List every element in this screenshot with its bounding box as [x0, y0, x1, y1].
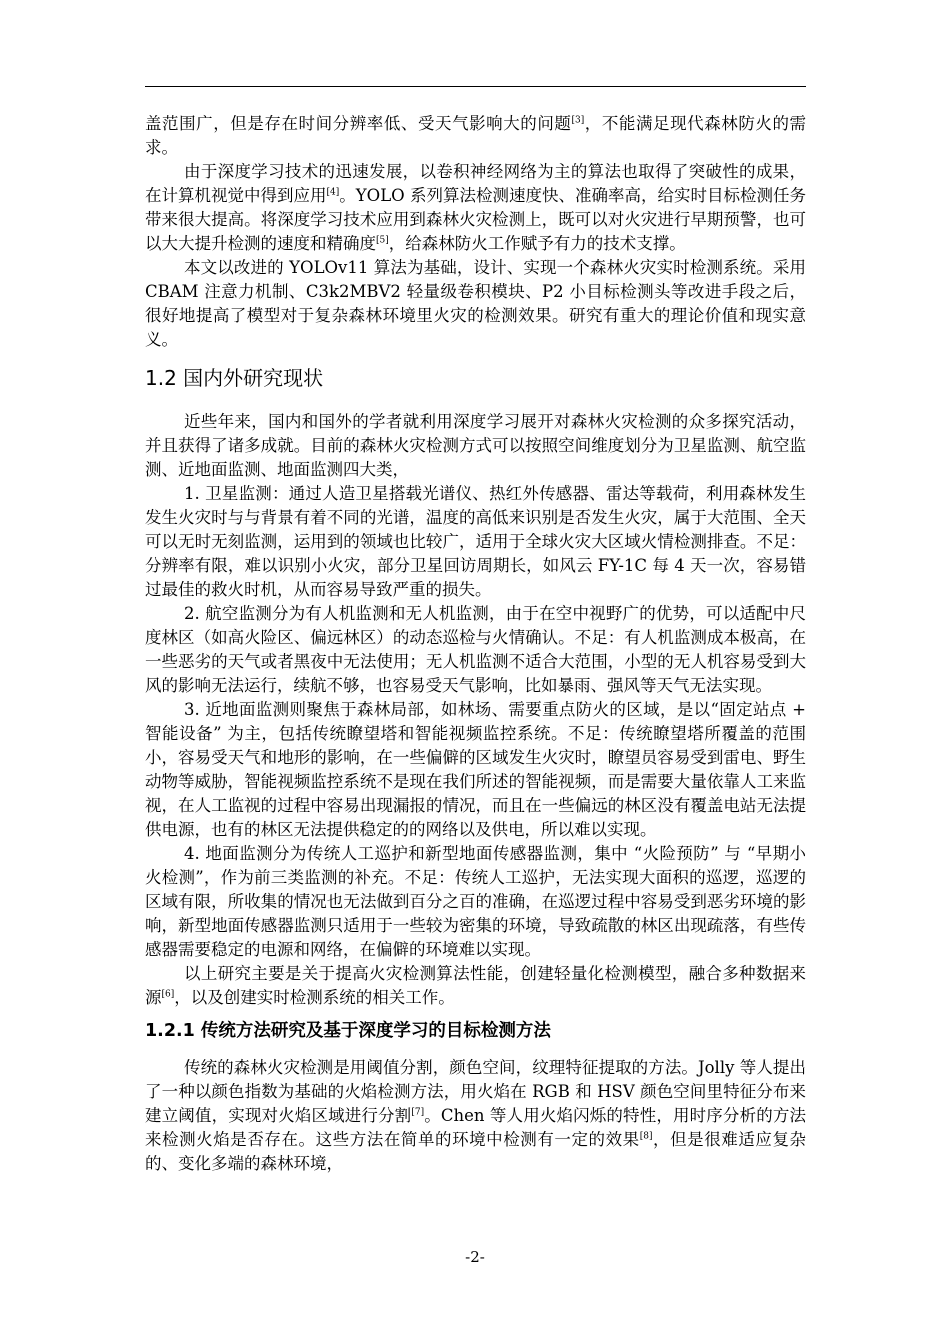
paragraph-text: 本文以改进的 YOLOv11 算法为基础，设计、实现一个森林火灾实时检测系统。采用 CBAM 注意力机制、C3k2MBV2 轻量级卷积模块、P2 小目标检测头等改进手段之后，很好地提高了模型对于复杂森林环境里火灾的检测效果。研究有重大的理论价值和现实意义。 [145, 258, 806, 349]
paragraph [145, 1056, 806, 1176]
citation-ref: [8] [639, 1131, 653, 1142]
paragraph [145, 962, 806, 1010]
page-body [145, 112, 806, 1176]
page-number: -2- [465, 1248, 485, 1266]
paragraph-text: 近些年来，国内和国外的学者就利用深度学习展开对森林火灾检测的众多探究活动，并且获得了诸多成就。目前的森林火灾检测方式可以按照空间维度划分为卫星监测、航空监测、近地面监测、地面监测四大类， [145, 412, 806, 479]
paragraph-text: ，给森林防火工作赋予有力的技术支撑。 [388, 234, 686, 253]
paragraph [145, 112, 806, 160]
paragraph-text: 。Chen 等人用火焰闪烁的特性，用时序分析的方法来检测火焰是否存在。这些方法在简单的环境中检测有一定的效果 [145, 1106, 807, 1149]
paragraph-text: 3. 近地面监测则聚焦于森林局部，如林场、需要重点防火的区域，是以“固定站点 + 智能设备” 为主，包括传统瞭望塔和智能视频监控系统。不足：传统瞭望塔所覆盖的范围小，容易受天气和地形的影响，在一些偏僻的区域发生火灾时，瞭望员容易受到雷电、野生动物等威胁，智能视频监控系统不是现在我们所述的智能视频，而是需要大量依靠人工来监视，在人工监视的过程中容易出现漏报的情况，而且在一些偏远的林区没有覆盖电站无法提供电源，也有的林区无法提供稳定的的网络以及供电，所以难以实现。 [145, 700, 806, 839]
paragraph-text: 。YOLO 系列算法检测速度快、准确率高，给实时目标检测任务带来很大提高。将深度学习技术应用到森林火灾检测上，既可以对火灾进行早期预警，也可以大大提升检测的速度和精确度 [145, 186, 806, 253]
paragraph-text: ，以及创建实时检测系统的相关工作。 [174, 988, 455, 1007]
paragraph-text: 盖范围广，但是存在时间分辨率低、受天气影响大的问题 [145, 114, 572, 133]
paragraph [145, 160, 806, 256]
paragraph-text: 传统的森林火灾检测是用阈值分割，颜色空间，纹理特征提取的方法。Jolly 等人提出了一种以颜色指数为基础的火焰检测方法，用火焰在 RGB 和 HSV 颜色空间里特征分布来建立阈值，实现对火焰区域进行分割 [145, 1058, 806, 1125]
paragraph [145, 482, 806, 602]
citation-ref: [6] [161, 989, 175, 1000]
citation-ref: [4] [326, 187, 340, 198]
paragraph-text: ，但是很难适应复杂的、变化多端的森林环境， [145, 1130, 807, 1173]
paragraph [145, 256, 806, 352]
citation-ref: [3] [571, 115, 585, 126]
paragraph-text: 以上研究主要是关于提高火灾检测算法性能，创建轻量化检测模型，融合多种数据来源 [145, 964, 806, 1007]
paragraphs-bottom [145, 1056, 806, 1176]
paragraph [145, 602, 806, 698]
paragraph-text: ，不能满足现代森林防火的需求。 [145, 114, 807, 157]
paragraph [145, 698, 806, 842]
citation-ref: [5] [376, 235, 389, 246]
subsection-heading-1-2-1: 1.2.1 传统方法研究及基于深度学习的目标检测方法 [145, 1021, 551, 1041]
paragraph [145, 842, 806, 962]
paragraph-text: 2. 航空监测分为有人机监测和无人机监测，由于在空中视野广的优势，可以适配中尺度林区（如高火险区、偏远林区）的动态巡检与火情确认。不足：有人机监测成本极高，在一些恶劣的天气或者黑夜中无法使用；无人机监测不适合大范围，小型的无人机容易受到大风的影响无法运行，续航不够，也容易受天气影响，比如暴雨、强风等天气无法实现。 [145, 604, 806, 695]
paragraph-text: 1. 卫星监测：通过人造卫星搭载光谱仪、热红外传感器、雷达等载荷，利用森林发生发生火灾时与与背景有着不同的光谱，温度的高低来识别是否发生火灾，属于大范围、全天可以无时无刻监测，运用到的领域也比较广，适用于全球火灾大区域火情检测排查。不足：分辨率有限，难以识别小火灾，部分卫星回访周期长，如风云 FY-1C 每 4 天一次，容易错过最佳的救火时机，从而容易导致严重的损失。 [145, 484, 806, 599]
header-rule [145, 86, 806, 87]
paragraph-text: 4. 地面监测分为传统人工巡护和新型地面传感器监测，集中 “火险预防” 与 “早期小火检测”，作为前三类监测的补充。不足：传统人工巡护，无法实现大面积的巡逻，巡逻的区域有限，所收集的情况也无法做到百分之百的准确，在巡逻过程中容易受到恶劣环境的影响，新型地面传感器监测只适用于一些较为密集的环境，导致疏散的林区出现疏落，有些传感器需要稳定的电源和网络，在偏僻的环境难以实现。 [145, 844, 806, 959]
paragraph-text: 由于深度学习技术的迅速发展，以卷积神经网络为主的算法也取得了突破性的成果，在计算机视觉中得到应用 [145, 162, 806, 205]
paragraphs-top [145, 112, 806, 352]
paragraphs-mid [145, 410, 806, 1010]
paragraph [145, 410, 806, 482]
citation-ref: [7] [411, 1107, 425, 1118]
section-heading-1-2: 1.2 国内外研究现状 [145, 366, 324, 390]
